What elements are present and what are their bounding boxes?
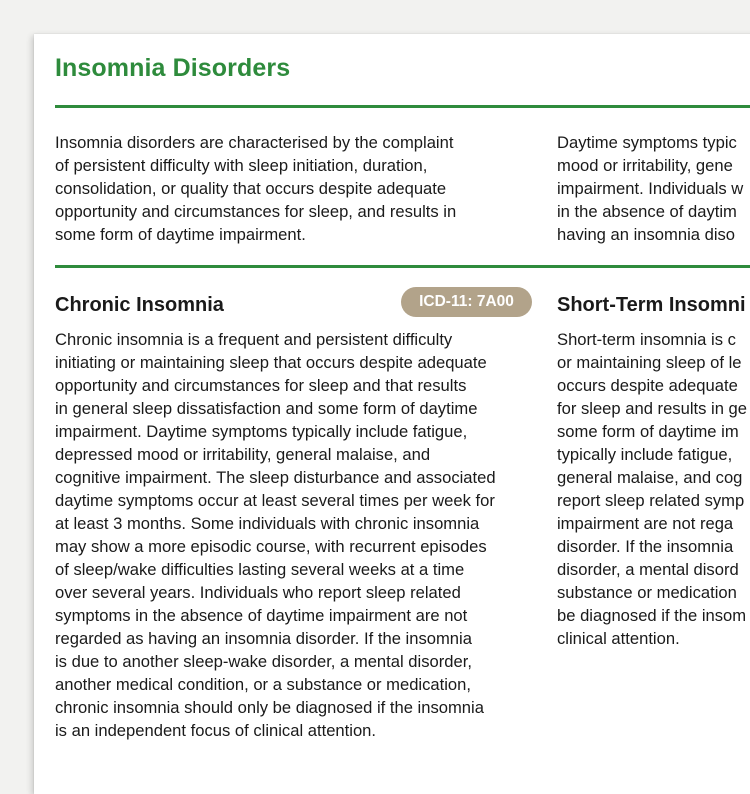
- chronic-insomnia-heading: Chronic Insomnia: [55, 294, 224, 316]
- intro-paragraph-right: Daytime symptoms typic mood or irritability, gene impairment. Individuals w in the absence of daytim having an insomnia diso: [557, 133, 744, 244]
- short-term-insomnia-text: Short-term insomnia is c or maintaining sleep of le occurs despite adequate for sleep and results in ge some form of daytime im typically include fatigue, general malaise, and cog report sleep related symp impairment are not rega disorder. If the insomnia disorder, a mental disord substance or medication be diagnosed if the insom clinical attention.: [557, 330, 748, 648]
- icd-code-badge: ICD-11: 7A00: [401, 287, 532, 317]
- chronic-insomnia-text: Chronic insomnia is a frequent and persistent difficulty initiating or maintaining sleep that occurs despite adequate opportunity and circumstances for sleep and that results in general sleep dissatisfaction and some form of daytime impairment. Daytime symptoms typically include fatigue, depressed mood or irritability, general malaise, and cognitive impairment. The sleep disturbance and associated daytime symptoms occur at least several times per week for at least 3 months. Some individuals with chronic insomnia may show a more episodic course, with recurrent episodes of sleep/wake difficulties lasting several weeks at a time over several years. Individuals who report sleep related symptoms in the absence of daytime impairment are not regarded as having an insomnia disorder. If the insomnia is due to another sleep-wake disorder, a mental disorder, another medical condition, or a substance or medication, chronic insomnia should only be diagnosed if the insomnia is an independent focus of clinical attention.: [55, 330, 496, 740]
- title-divider: [55, 105, 750, 108]
- short-term-insomnia-heading: Short-Term Insomni: [557, 294, 746, 316]
- section-divider: [55, 265, 750, 268]
- document-page: [34, 34, 750, 794]
- intro-paragraph-left: Insomnia disorders are characterised by the complaint of persistent difficulty with sleep initiation, duration, consolidation, or quality that occurs despite adequate opportunity and circumstances for sleep, and results in some form of daytime impairment.: [55, 133, 457, 244]
- page-title: Insomnia Disorders: [55, 54, 291, 82]
